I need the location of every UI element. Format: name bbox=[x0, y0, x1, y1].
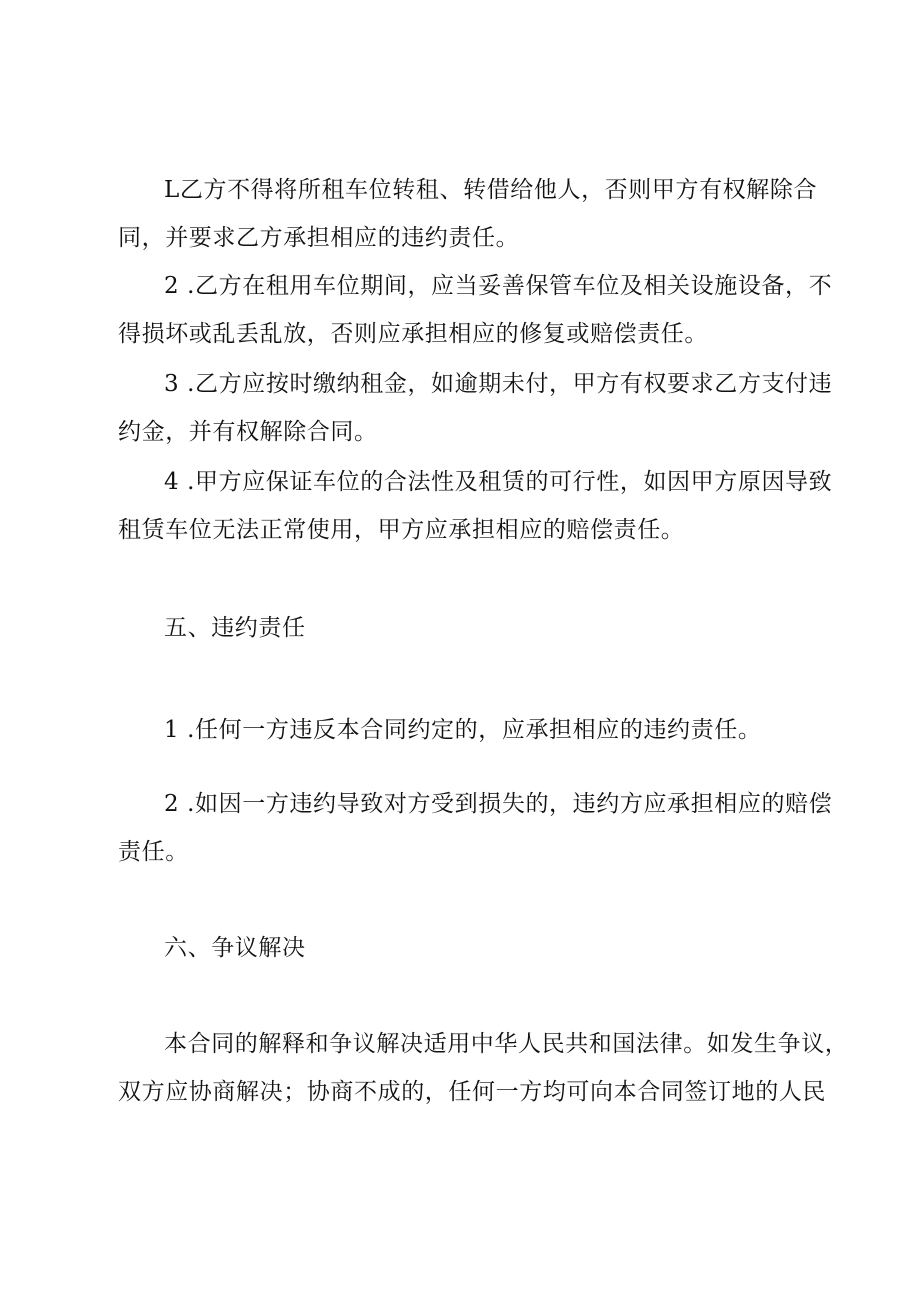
section-5-item-2-line-1: 2 .如因一方违约导致对方受到损失的，违约方应承担相应的赔偿 bbox=[164, 791, 833, 817]
section-6-heading: 六、争议解决 bbox=[164, 935, 306, 961]
clause-4-line-2: 租赁车位无法正常使用，甲方应承担相应的赔偿责任。 bbox=[118, 517, 685, 543]
section-5-heading: 五、违约责任 bbox=[164, 615, 306, 641]
clause-2-line-2: 得损坏或乱丢乱放，否则应承担相应的修复或赔偿责任。 bbox=[118, 321, 708, 347]
clause-3-paragraph bbox=[118, 360, 833, 456]
section-5-item-2-line-2: 责任。 bbox=[118, 839, 189, 865]
section-5-item-1-line: 1 .任何一方违反本合同约定的，应承担相应的违约责任。 bbox=[164, 717, 762, 743]
section-5-item-2 bbox=[118, 780, 833, 876]
clause-4-paragraph bbox=[118, 458, 833, 554]
clause-3-line-1: 3 .乙方应按时缴纳租金，如逾期未付，甲方有权要求乙方支付违 bbox=[164, 371, 833, 397]
section-6-line-2: 双方应协商解决；协商不成的，任何一方均可向本合同签订地的人民 bbox=[118, 1079, 826, 1105]
clause-l-line-2: 同，并要求乙方承担相应的违约责任。 bbox=[118, 225, 520, 251]
clause-l-line-1: L乙方不得将所租车位转租、转借给他人，否则甲方有权解除合 bbox=[164, 177, 818, 203]
clause-2-line-1: 2 .乙方在租用车位期间，应当妥善保管车位及相关设施设备，不 bbox=[164, 273, 833, 299]
section-6-line-1: 本合同的解释和争议解决适用中华人民共和国法律。如发生争议， bbox=[164, 1031, 849, 1057]
clause-3-line-2: 约金，并有权解除合同。 bbox=[118, 419, 378, 445]
section-6-paragraph bbox=[118, 1020, 849, 1116]
clause-2-paragraph bbox=[118, 262, 833, 358]
section-5-item-1 bbox=[118, 706, 818, 754]
clause-4-line-1: 4 .甲方应保证车位的合法性及租赁的可行性，如因甲方原因导致 bbox=[164, 469, 833, 495]
clause-l-paragraph bbox=[118, 166, 818, 262]
